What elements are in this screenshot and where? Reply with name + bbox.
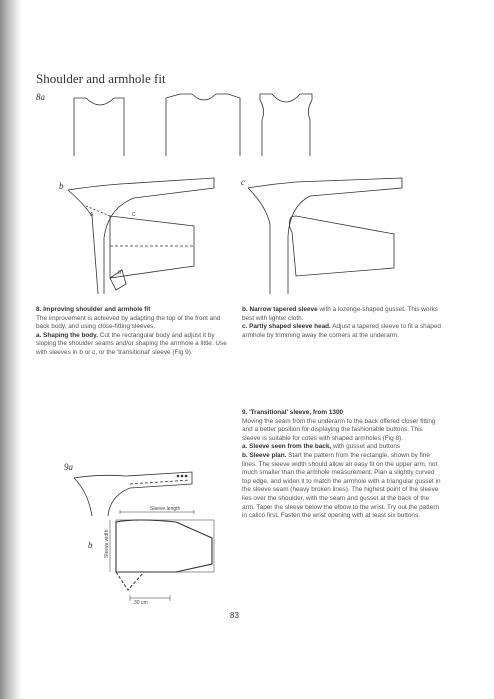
figure-8a-label: 8a xyxy=(36,92,45,102)
caption9-a-label: a. Sleeve seen from the back, xyxy=(242,443,332,451)
figure-9b-sleeve-plan xyxy=(96,500,226,605)
figure-8c-sleeve xyxy=(244,176,414,301)
caption9-b-label: b. Sleeve plan. xyxy=(242,451,287,459)
caption9-b-text: Start the pattern from the rectangle, shown by fine lines. The sleeve width should allow an easy fit on the upper arm, not much smaller than the armhole measurement. Plan a slightly curved top edge, and widen it to match the armhole with a triangular gusset in the sleeve seam (heavy broken lines). The highest point of the sleeve lies over the shoulder, with the seam and gusset at the back of the arm. Taper the sleeve below the elbow to the wrist. Try out the pattern in calico first. Fasten the wrist opening with at least six buttons. xyxy=(242,451,441,520)
caption8-c-text: Adjust a tapered sleeve to fit a shaped armhole by trimming away the corners at the underarm. xyxy=(242,323,441,339)
scale-label: 30 cm xyxy=(134,600,148,606)
binding-shadow xyxy=(0,0,22,699)
figure-8b-label: b xyxy=(59,181,64,191)
caption9-intro: Moving the seam from the underarm to the back offered closer fitting and a better position for displaying the fashionable buttons. This sleeve is suitable for cotes with shaped armholes (Fig 8). xyxy=(242,417,436,442)
caption-figure-8-right xyxy=(242,306,442,340)
figure-8c-label: c xyxy=(241,177,245,187)
caption8-b-text: with a lozenge-shaped gusset. This works best with lighter cloth. xyxy=(242,306,438,322)
figure-8a-bodies xyxy=(60,94,360,164)
figure-9b-label: b xyxy=(88,540,93,550)
caption8-a-label: a. Shaping the body. xyxy=(36,331,99,339)
caption-figure-8 xyxy=(36,306,232,358)
caption8-c-label: c. Partly shaped sleeve head. xyxy=(242,323,331,331)
caption8-title: 8. Improving shoulder and armhole fit xyxy=(36,306,151,313)
figure-8b-letter-a: A xyxy=(90,212,94,218)
figure-8b-sleeve xyxy=(64,176,234,306)
caption8-b-label: b. Narrow tapered sleeve xyxy=(242,306,318,313)
caption8-intro: The improvement is achieved by adapting the top of the front and back body, and using close-fitting sleeves. xyxy=(36,314,221,331)
page-title: Shoulder and armhole fit xyxy=(36,71,166,86)
caption-figure-9 xyxy=(242,409,442,521)
sleeve-width-label: Sleeve width xyxy=(104,529,110,558)
caption9-a-text: with gusset and buttons xyxy=(331,443,401,451)
figure-9a-label: 9a xyxy=(64,462,73,472)
sleeve-length-label: Sleeve length xyxy=(150,506,181,512)
caption8-a-text: Cut the rectangular body and adjust it by sloping the shoulder seams and/or shaping the armhole a little. Use with sleeves in b or c, or the 'transitional' sleeve (Fig 9). xyxy=(36,331,227,356)
figure-8b-letter-c: C xyxy=(132,212,136,218)
page-number: 83 xyxy=(230,611,239,620)
figure-8b-letter-b: B xyxy=(118,270,122,276)
caption9-title: 9. 'Transitional' sleeve, from 1300 xyxy=(242,409,344,416)
